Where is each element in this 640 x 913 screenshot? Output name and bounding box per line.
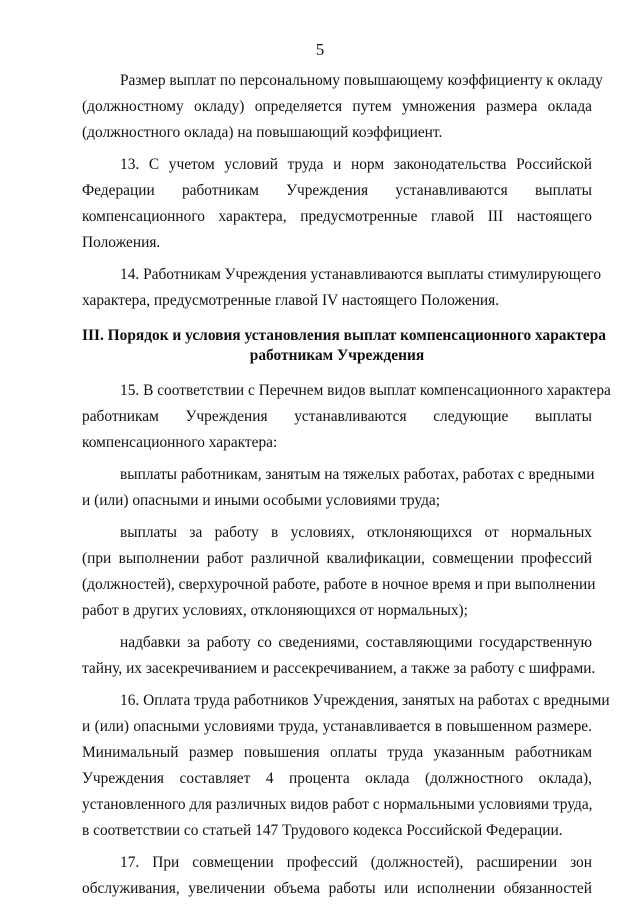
text-line: Учреждения составляет 4 процента оклада (должностного оклада), [82,770,592,787]
text-line: (должностей), сверхурочной работе, работе в ночное время и при выполнении [82,576,596,593]
text-line: (должностному окладу) определяется путем умножения размера оклада [82,98,592,115]
text-line: 13. С учетом условий труда и норм законодательства Российской [120,156,592,173]
section-heading-line: III. Порядок и условия установления выплат компенсационного характера [82,327,606,344]
text-line: тайну, их засекречиванием и рассекречиванием, а также за работу с шифрами. [82,660,596,677]
paragraph-16 [82,688,610,844]
page-number: 5 [315,40,325,59]
paragraph-17 [82,850,592,902]
text-line: 17. При совмещении профессий (должностей), расширении зон [120,854,592,871]
document-body [82,68,611,902]
paragraph-salary-coefficient [82,68,603,146]
text-line: работ в других условиях, отклоняющихся от нормальных); [82,602,468,619]
text-line: выплаты за работу в условиях, отклоняющихся от нормальных [120,524,592,541]
text-line: в соответствии со статьей 147 Трудового кодекса Российской Федерации. [82,822,563,839]
text-line: 15. В соответствии с Перечнем видов выплат компенсационного характера [120,382,611,399]
text-line: Положения. [82,234,161,251]
text-line: обслуживания, увеличении объема работы или исполнении обязанностей [82,880,592,897]
text-line: компенсационного характера, предусмотренные главой III настоящего [82,208,592,225]
paragraph-14 [82,262,602,314]
text-line: характера, предусмотренные главой IV настоящего Положения. [82,292,500,309]
text-line: Размер выплат по персональному повышающему коэффициенту к окладу [120,72,603,89]
paragraph-13 [82,152,592,256]
section-heading-line: работникам Учреждения [249,347,425,364]
text-line: выплаты работникам, занятым на тяжелых работах, работах с вредными [120,466,595,483]
text-line: (при выполнении работ различной квалификации, совмещении профессий [82,550,592,567]
text-line: Минимальный размер повышения оплаты труда указанным работникам [82,744,592,761]
text-line: компенсационного характера: [82,434,278,451]
list-item-state-secret [82,630,596,682]
paragraph-15 [82,378,611,456]
list-item-abnormal-conditions [82,520,596,624]
text-line: (должностного оклада) на повышающий коэффициент. [82,124,443,141]
text-line: 16. Оплата труда работников Учреждения, занятых на работах с вредными [120,692,610,709]
text-line: надбавки за работу со сведениями, составляющими государственную [120,634,592,651]
text-line: установленного для различных видов работ с нормальными условиями труда, [82,796,593,813]
section-heading [82,326,606,366]
text-line: 14. Работникам Учреждения устанавливаются выплаты стимулирующего [120,266,602,283]
text-line: и (или) опасными условиями труда, устанавливается в повышенном размере. [82,718,592,735]
list-item-hazardous-work [82,462,595,514]
text-line: и (или) опасными и иными особыми условиями труда; [82,492,441,509]
text-line: работникам Учреждения устанавливаются следующие выплаты [82,408,592,425]
text-line: Федерации работникам Учреждения устанавливаются выплаты [82,182,592,199]
